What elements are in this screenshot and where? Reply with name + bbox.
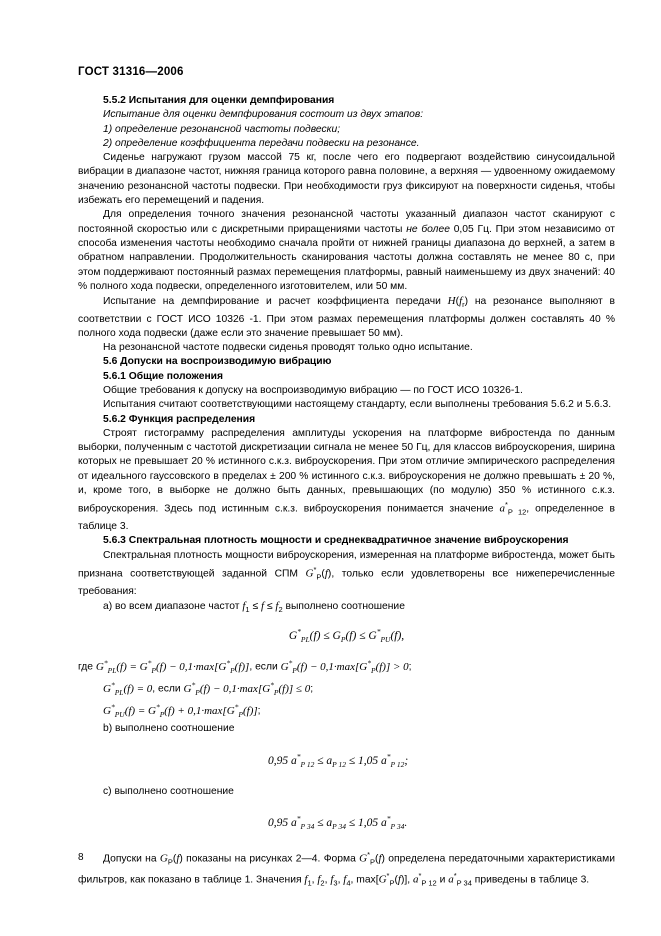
list-item: 1) определение резонансной частоты подвески; (103, 123, 341, 135)
paragraph: Спектральная плотность мощности виброускорения, измеренная на платформе вибростенда, может быть признана соответствующей заданной СПМ $G^*_P(f)$, только если удовлетворены все нижеперечисленные требования: (78, 549, 615, 597)
section-heading-5-6: 5.6 Допуски на воспроизводимую вибрацию (103, 356, 332, 368)
section-heading-5-6-1: 5.6.1 Общие положения (103, 370, 223, 382)
formula-definition: где $G^*_{PL}(f) = G^*_P(f) - 0,1\cdot\max[G^*_P(f)]$, если $G^*_P(f) - 0,1\cdot\max[G^*_P(f)] > 0$; (78, 657, 412, 675)
list-item: а) во всем диапазоне частот $f_1 \le f \le f_2$ выполнено соотношение (103, 600, 405, 615)
formula-psd-bounds: $G^*_{PL}(f) \le G_P(f) \le G^*_{PU}(f)$, (288, 627, 405, 645)
list-item: с) выполнено соотношение (103, 785, 234, 797)
page-number: 8 (78, 852, 84, 863)
paragraph: На резонансной частоте подвески сиденья проводят только одно испытание. (103, 342, 473, 354)
list-item: 2) определение коэффициента передачи подвески на резонансе. (103, 137, 420, 149)
section-heading-5-6-2: 5.6.2 Функция распределения (103, 413, 256, 425)
paragraph: Строят гистограмму распределения амплитуды ускорения на платформе вибростенда по данным выборки, полученным с частотой дискретизации сигнала не менее 50 Гц, для классов виброускорения, ширина которых не превышает 20 % истинного с.к.з. виброускорения. При этом отличие эмпирического распределения от идеального гауссовского в пределах ± 200 % истинного с.к.з. виброускорения не должно превышать ± 20 %, и, кроме того, в выборке не должно быть данных, превышающих (по модулю) 350 % истинного с.к.з. виброускорения. Здесь под истинным с.к.з. виброускорения понимается значение $a^*_{P 12}$, определенное в таблице 3. (78, 427, 616, 533)
formula-definition: $G^*_{PL}(f) = 0$, если $G^*_P(f) - 0,1\cdot\max[G^*_P(f)] \le 0$; (103, 679, 314, 697)
formula-rms-12: 0,95 $a^*_{P 12} \le a_{P 12} \le 1,05$ $a^*_{P 12}$; (268, 751, 409, 769)
section-heading-5-6-3: 5.6.3 Спектральная плотность мощности и среднеквадратичное значение виброускорения (103, 535, 569, 547)
paragraph: Испытание на демпфирование и расчет коэффициента передачи $H(f_r)$ на резонансе выполняют в соответствии с ГОСТ ИСО 10326 -1. При этом размах перемещения платформы должен составлять 40 % полного хода подвески (даже если это значение превышает 50 мм). (78, 295, 615, 339)
section-heading-5-5-2: 5.5.2 Испытания для оценки демпфирования (103, 95, 335, 106)
formula-definition: $G^*_{PU}(f) = G^*_P(f) + 0,1\cdot\max[G^*_P(f)]$; (103, 702, 261, 719)
paragraph: Допуски на $G_P(f)$ показаны на рисунках 2—4. Форма $G^*_P(f)$ определена передаточными характеристиками фильтров, как показано в таблице 1. Значения $f_1$, $f_2$, $f_3$, $f_4$, $\max[G^*_P(f)]$, $a^*_{P 12}$ и $a^*_{P 34}$ приведены в таблице 3. (78, 849, 615, 888)
document-body (78, 94, 615, 891)
transfer-function: H (447, 295, 456, 308)
paragraph: Общие требования к допуску на воспроизводимую вибрацию — по ГОСТ ИСО 10326-1. (103, 384, 523, 396)
paragraph: Сиденье нагружают грузом массой 75 кг, после чего его подвергают воздействию синусоидальной вибрации в диапазоне частот, нижняя граница которого равна половине, а верхняя — удвоенному ожидаемому значению резонансной частоты подвески. При необходимости груз фиксируют на поверхности сиденья, чтобы избежать его перемещений и падения. (78, 152, 615, 207)
list-item: b) выполнено соотношение (103, 723, 235, 735)
paragraph: Для определения точного значения резонансной частоты указанный диапазон частот сканируют с постоянной скоростью или с дискретными приращениями частоты не более 0,05 Гц. При этом независимо от способа изменения частоты необходимо сначала пройти от нижней границы диапазона до верхней, а затем в обратном направлении. Продолжительность сканирования частоты должна составлять не менее 80 с, при этом поддерживают постоянный размах перемещения платформы, равный наименьшему из двух значений: 40 % полного хода подвески, определенного изготовителем, или 50 мм. (78, 209, 615, 292)
formula-rms-34: 0,95 $a^*_{P 34} \le a_{P 34} \le 1,05$ $a^*_{P 34}$. (268, 814, 408, 832)
paragraph: Испытание для оценки демпфирования состоит из двух этапов: (103, 109, 424, 121)
page-header: ГОСТ 31316—2006 (78, 66, 184, 78)
paragraph: Испытания считают соответствующими настоящему стандарту, если выполнены требования 5.6.2 и 5.6.3. (103, 399, 612, 411)
